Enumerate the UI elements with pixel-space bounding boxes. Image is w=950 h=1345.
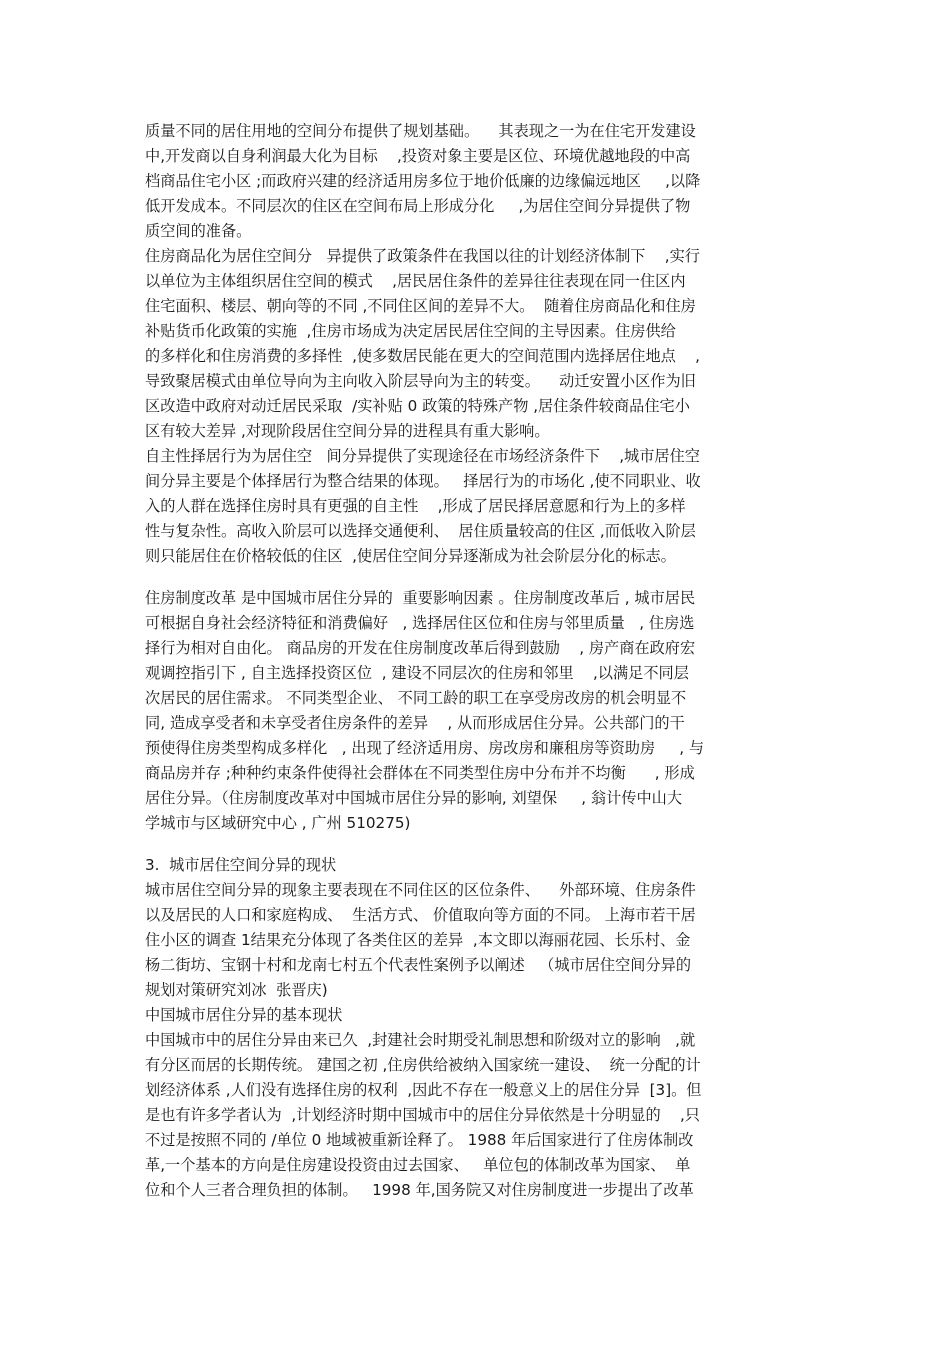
text-line: 中国城市居住分异的基本现状 — [145, 1006, 343, 1024]
text-line: 同, 造成享受者和未享受者住房条件的差异 , 从而形成居住分异。公共部门的干 — [145, 714, 685, 732]
text-line: 有分区而居的长期传统。 建国之初 ,住房供给被纳入国家统一建设、 统一分配的计 — [145, 1056, 701, 1074]
document-page — [145, 119, 810, 1203]
paragraph-gap — [145, 569, 810, 586]
text-line: 入的人群在选择住房时具有更强的自主性 ,形成了居民择居意愿和行为上的多样 — [145, 497, 686, 515]
text-line: 导致聚居模式由单位导向为主向收入阶层导向为主的转变。 动迁安置小区作为旧 — [145, 372, 696, 390]
text-line: 间分异主要是个体择居行为整合结果的体现。 择居行为的市场化 ,使不同职业、收 — [145, 472, 701, 490]
text-line: 3. 城市居住空间分异的现状 — [145, 856, 337, 874]
text-line: 杨二街坊、宝钢十村和龙南七村五个代表性案例予以阐述 （城市居住空间分异的 — [145, 956, 692, 974]
text-line: 性与复杂性。高收入阶层可以选择交通便利、 居住质量较高的住区 ,而低收入阶层 — [145, 522, 696, 540]
text-line: 居住分异。（住房制度改革对中国城市居住分异的影响, 刘望保 , 翁计传中山大 — [145, 789, 683, 807]
text-line: 住房商品化为居住空间分 异提供了政策条件在我国以往的计划经济体制下 ,实行 — [145, 247, 700, 265]
text-line: 预使得住房类型构成多样化 , 出现了经济适用房、房改房和廉租房等资助房 , 与 — [145, 739, 705, 757]
text-line: 住宅面积、楼层、朝向等的不同 ,不同住区间的差异不大。 随着住房商品化和住房 — [145, 297, 696, 315]
text-line: 城市居住空间分异的现象主要表现在不同住区的区位条件、 外部环境、住房条件 — [145, 881, 696, 899]
paragraph-block-1 — [145, 119, 810, 569]
text-line: 学城市与区域研究中心 , 广州 510275) — [145, 814, 411, 832]
text-line: 商品房并存 ;种种约束条件使得社会群体在不同类型住房中分布并不均衡 , 形成 — [145, 764, 695, 782]
text-line: 革,一个基本的方向是住房建设投资由过去国家、 单位包的体制改革为国家、 单 — [145, 1156, 691, 1174]
text-line: 住小区的调查 1结果充分体现了各类住区的差异 ,本文即以海丽花园、长乐村、金 — [145, 931, 691, 949]
text-line: 档商品住宅小区 ;而政府兴建的经济适用房多位于地价低廉的边缘偏远地区 ,以降 — [145, 172, 701, 190]
text-line: 中国城市中的居住分异由来已久 ,封建社会时期受礼制思想和阶级对立的影响 ,就 — [145, 1031, 696, 1049]
text-line: 观调控指引下 , 自主选择投资区位 , 建设不同层次的住房和邻里 ,以满足不同层 — [145, 664, 689, 682]
text-line: 低开发成本。不同层次的住区在空间布局上形成分化 ,为居住空间分异提供了物 — [145, 197, 691, 215]
text-line: 不过是按照不同的 /单位 0 地域被重新诠释了。 1988 年后国家进行了住房体制改 — [145, 1131, 694, 1149]
text-line: 次居民的居住需求。 不同类型企业、 不同工龄的职工在享受房改房的机会明显不 — [145, 689, 687, 707]
text-line: 划经济体系 ,人们没有选择住房的权利 ,因此不存在一般意义上的居住分异 [3]。但 — [145, 1081, 702, 1099]
text-line: 质量不同的居住用地的空间分布提供了规划基础。 其表现之一为在住宅开发建设 — [145, 122, 696, 140]
text-line: 择行为相对自由化。 商品房的开发在住房制度改革后得到鼓励 , 房产商在政府宏 — [145, 639, 696, 657]
text-line: 的多样化和住房消费的多择性 ,使多数居民能在更大的空间范围内选择居住地点 , — [145, 347, 700, 365]
text-line: 质空间的准备。 — [145, 222, 252, 240]
text-line: 中,开发商以自身利润最大化为目标 ,投资对象主要是区位、环境优越地段的中高 — [145, 147, 691, 165]
text-line: 是也有许多学者认为 ,计划经济时期中国城市中的居住分异依然是十分明显的 ,只 — [145, 1106, 700, 1124]
text-line: 以及居民的人口和家庭构成、 生活方式、 价值取向等方面的不同。 上海市若干居 — [145, 906, 696, 924]
text-line: 可根据自身社会经济特征和消费偏好 , 选择居住区位和住房与邻里质量 , 住房选 — [145, 614, 695, 632]
text-line: 住房制度改革 是中国城市居住分异的 重要影响因素 。住房制度改革后 , 城市居民 — [145, 589, 696, 607]
paragraph-gap — [145, 836, 810, 853]
text-line: 补贴货币化政策的实施 ,住房市场成为决定居民居住空间的主导因素。住房供给 — [145, 322, 676, 340]
text-line: 则只能居住在价格较低的住区 ,使居住空间分异逐渐成为社会阶层分化的标志。 — [145, 547, 676, 565]
text-line: 区有较大差异 ,对现阶段居住空间分异的进程具有重大影响。 — [145, 422, 550, 440]
text-line: 以单位为主体组织居住空间的模式 ,居民居住条件的差异往往表现在同一住区内 — [145, 272, 686, 290]
text-line: 位和个人三者合理负担的体制。 1998 年,国务院又对住房制度进一步提出了改革 — [145, 1181, 694, 1199]
paragraph-block-2 — [145, 586, 810, 836]
text-line: 自主性择居行为为居住空 间分异提供了实现途径在市场经济条件下 ,城市居住空 — [145, 447, 700, 465]
paragraph-block-3 — [145, 853, 810, 1203]
text-line: 区改造中政府对动迁居民采取 /实补贴 0 政策的特殊产物 ,居住条件较商品住宅小 — [145, 397, 690, 415]
text-line: 规划对策研究刘冰 张晋庆) — [145, 981, 328, 999]
